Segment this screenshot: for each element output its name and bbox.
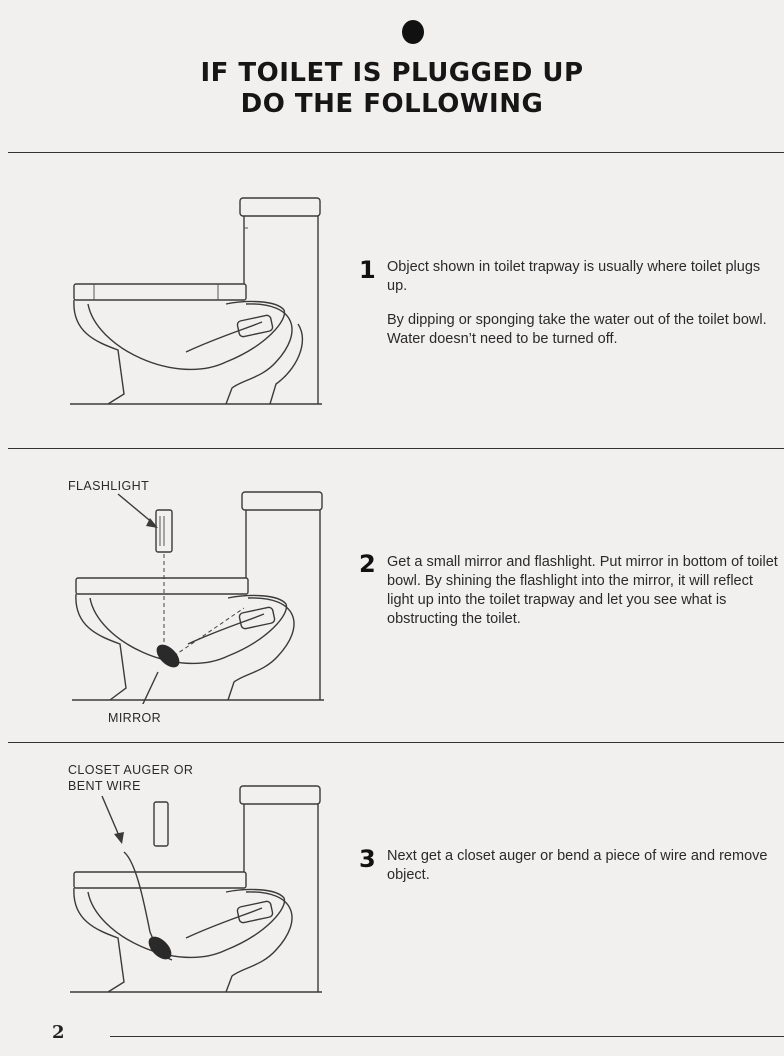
step-1-paragraph-1: Object shown in toilet trapway is usually where toilet plugs up. xyxy=(387,259,761,294)
flashlight-icon-small xyxy=(154,802,168,846)
page-title xyxy=(0,58,784,120)
step-1-number: 1 xyxy=(359,256,376,284)
section-divider-1 xyxy=(8,448,784,449)
page-number: 2 xyxy=(52,1022,65,1043)
mirror-label: MIRROR xyxy=(108,711,162,725)
step-2-number: 2 xyxy=(359,550,376,578)
section-divider-top xyxy=(8,152,784,153)
header-bullet-dot xyxy=(402,20,424,44)
auger-label-line-1: CLOSET AUGER OR xyxy=(68,763,194,777)
page-title-line-2: DO THE FOLLOWING xyxy=(240,89,544,119)
step-2-paragraph-1: Get a small mirror and flashlight. Put mirror in bottom of toilet bowl. By shining the flashlight into the mirror, it will reflect light up into the toilet trapway and let you see what is obstructing the toilet. xyxy=(387,554,778,627)
step-3-paragraph-1: Next get a closet auger or bend a piece of wire and remove object. xyxy=(387,848,768,883)
flashlight-label: FLASHLIGHT xyxy=(68,479,150,493)
footer-rule xyxy=(110,1036,784,1037)
toilet-illustration-step-2 xyxy=(66,488,328,704)
step-1-text xyxy=(387,258,779,364)
step-2-text xyxy=(387,553,779,644)
step-1-paragraph-2: By dipping or sponging take the water out of the toilet bowl. Water doesn’t need to be turned off. xyxy=(387,312,767,347)
section-divider-2 xyxy=(8,742,784,743)
step-3-number: 3 xyxy=(359,845,376,873)
mirror-icon xyxy=(152,640,183,671)
step-3-text xyxy=(387,847,779,900)
toilet-illustration-step-1 xyxy=(66,192,328,408)
page-title-line-1: IF TOILET IS PLUGGED UP xyxy=(200,58,584,88)
toilet-illustration-step-3 xyxy=(66,782,328,998)
auger-label-line-2: BENT WIRE xyxy=(68,779,141,793)
